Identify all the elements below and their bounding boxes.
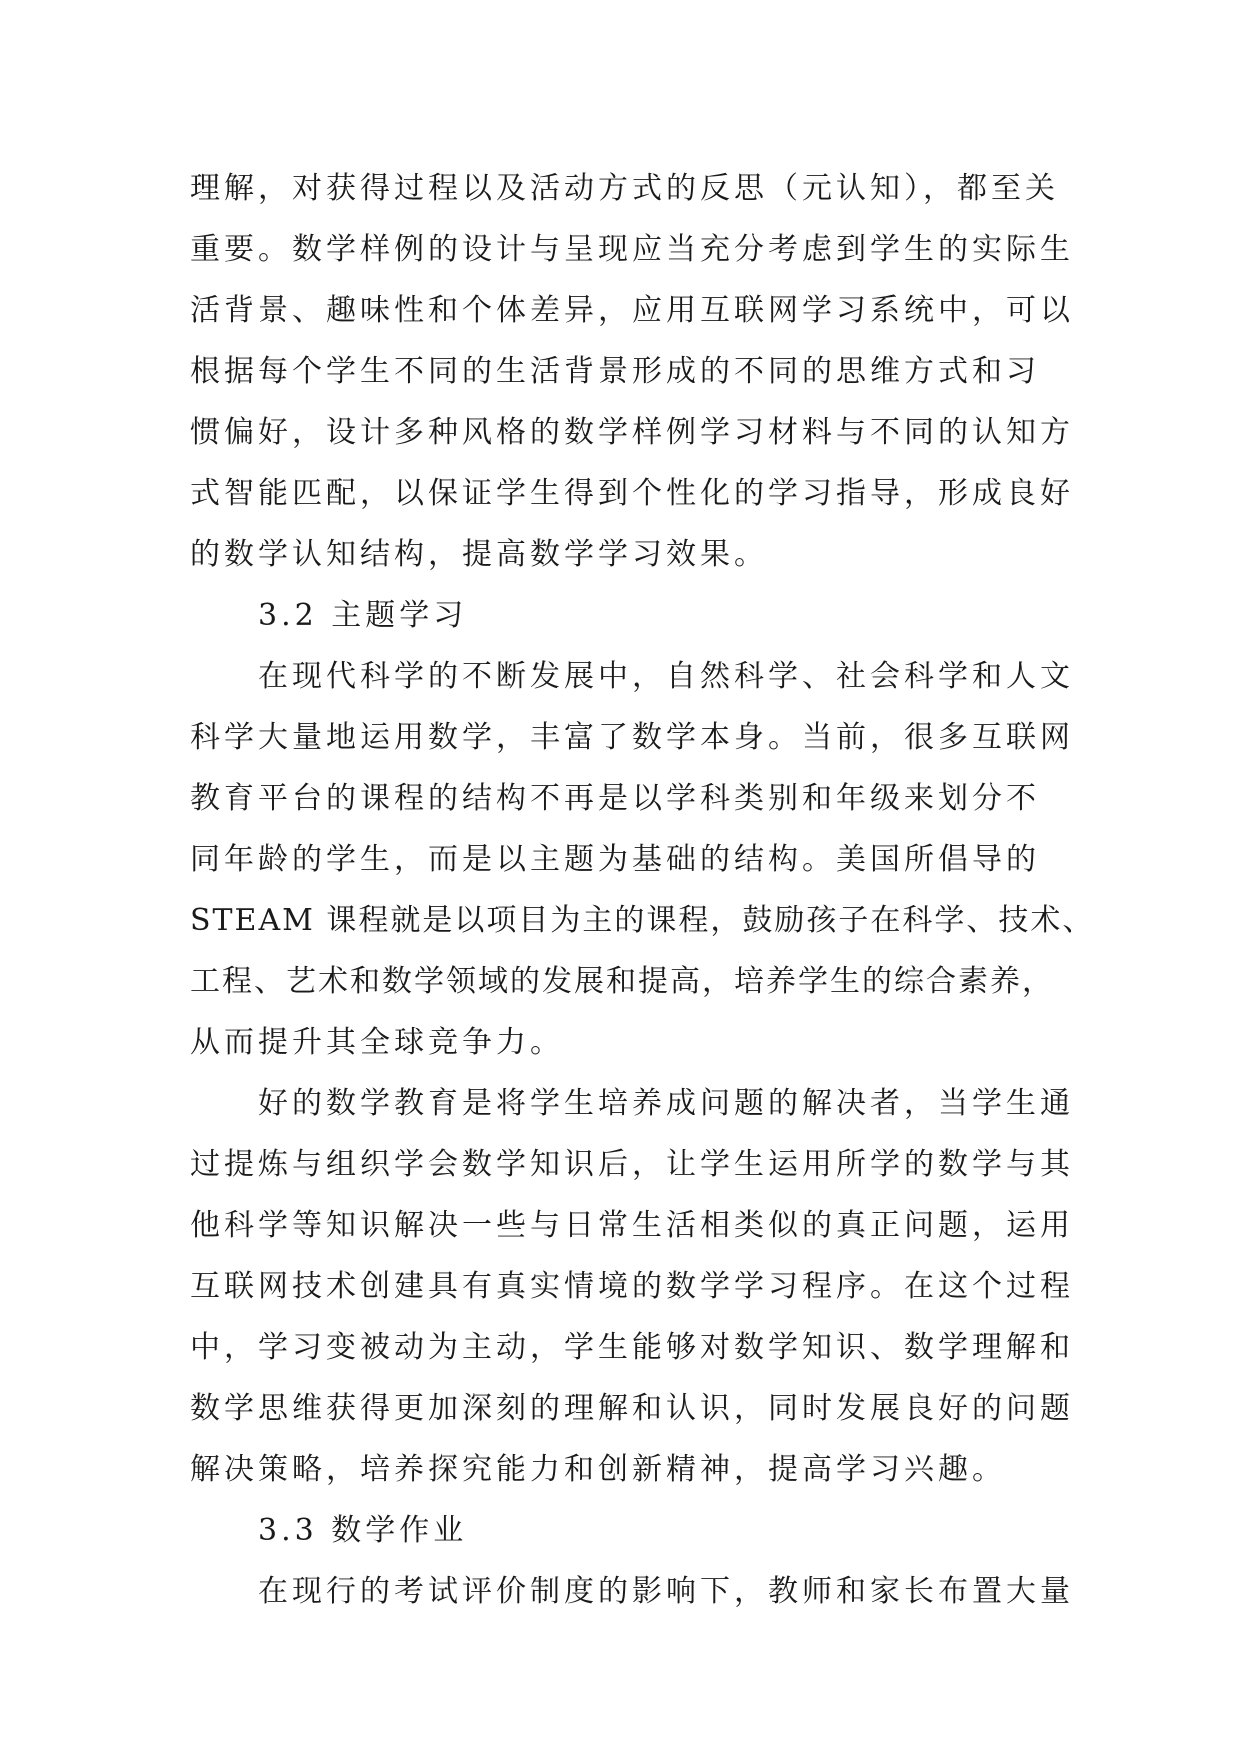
paragraph-2-line: 教育平台的课程的结构不再是以学科类别和年级来划分不 (190, 781, 1040, 816)
paragraph-2-line: 同年龄的学生，而是以主题为基础的结构。美国所倡导的 (190, 842, 1040, 877)
paragraph-2-line: 在现代科学的不断发展中，自然科学、社会科学和人文 (258, 659, 1074, 694)
paragraph-2-line: 从而提升其全球竞争力。 (190, 1025, 564, 1060)
paragraph-1-line: 的数学认知结构，提高数学学习效果。 (190, 537, 768, 572)
paragraph-3-line: 互联网技术创建具有真实情境的数学学习程序。在这个过程 (190, 1269, 1074, 1304)
paragraph-3-line: 解决策略，培养探究能力和创新精神，提高学习兴趣。 (190, 1452, 1006, 1487)
paragraph-1-line: 惯偏好，设计多种风格的数学样例学习材料与不同的认知方 (190, 415, 1074, 450)
paragraph-4-line: 在现行的考试评价制度的影响下，教师和家长布置大量 (258, 1574, 1074, 1609)
paragraph-3 (190, 1073, 1074, 1500)
paragraph-1-line: 活背景、趣味性和个体差异，应用互联网学习系统中，可以 (190, 293, 1074, 328)
paragraph-4 (190, 1561, 1074, 1622)
paragraph-3-line: 他科学等知识解决一些与日常生活相类似的真正问题，运用 (190, 1208, 1074, 1243)
paragraph-2-line: 工程、艺术和数学领域的发展和提高，培养学生的综合素养， (190, 964, 1054, 999)
paragraph-1-line: 理解，对获得过程以及活动方式的反思（元认知），都至关 (190, 171, 1059, 206)
paragraph-1 (190, 158, 1074, 585)
paragraph-3-line: 过提炼与组织学会数学知识后，让学生运用所学的数学与其 (190, 1147, 1074, 1182)
paragraph-3-line: 数学思维获得更加深刻的理解和认识，同时发展良好的问题 (190, 1391, 1074, 1426)
paragraph-2-line: 科学大量地运用数学，丰富了数学本身。当前，很多互联网 (190, 720, 1074, 755)
paragraph-1-line: 重要。数学样例的设计与呈现应当充分考虑到学生的实际生 (190, 232, 1074, 267)
paragraph-3-line: 中，学习变被动为主动，学生能够对数学知识、数学理解和 (190, 1330, 1074, 1365)
paragraph-2-line: STEAM 课程就是以项目为主的课程，鼓励孩子在科学、技术、 (190, 903, 1095, 938)
paragraph-1-line: 式智能匹配，以保证学生得到个性化的学习指导，形成良好 (190, 476, 1074, 511)
document-body (190, 158, 1095, 1622)
section-heading-3-3: 3.3 数学作业 (258, 1513, 468, 1548)
paragraph-2 (190, 646, 1095, 1073)
paragraph-3-line: 好的数学教育是将学生培养成问题的解决者，当学生通 (258, 1086, 1074, 1121)
section-heading-3-2: 3.2 主题学习 (258, 598, 468, 633)
paragraph-1-line: 根据每个学生不同的生活背景形成的不同的思维方式和习 (190, 354, 1040, 389)
